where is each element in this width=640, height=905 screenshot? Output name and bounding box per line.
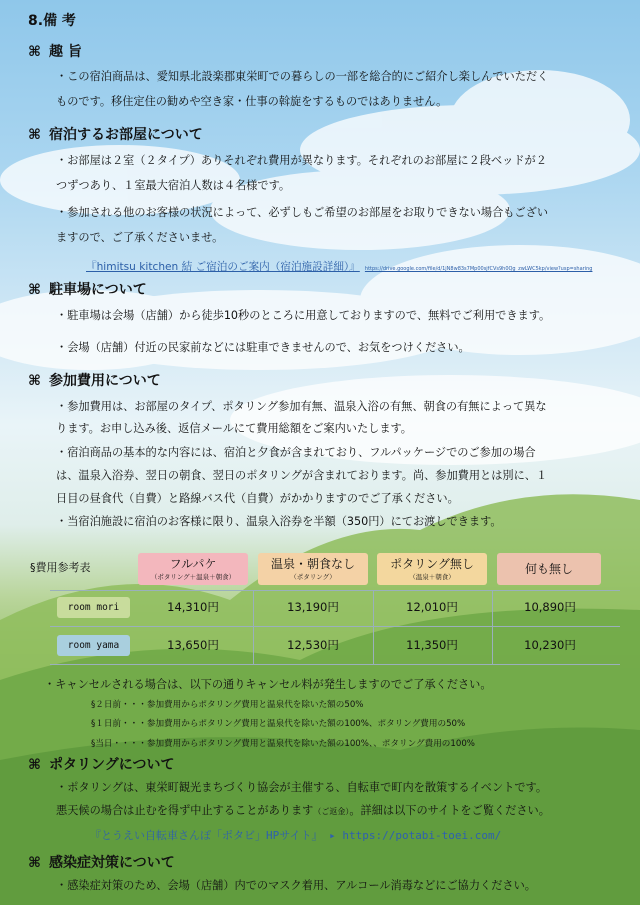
accommodation-guide-link[interactable]: 『himitsu kitchen 結 ご宿泊のご案内（宿泊施設詳細）』 bbox=[86, 261, 360, 273]
infection-heading bbox=[28, 852, 175, 872]
fee-line-3: ・宿泊商品の基本的な内容には、宿泊と夕食が含まれており、フルパッケージでのご参加の場合 bbox=[56, 446, 536, 459]
rooms-p1-line-1: ・お部屋は２室（２タイプ）ありそれぞれ費用が異なります。それぞれのお部屋に２段ベッドが２ bbox=[56, 154, 547, 167]
price-cell: 12,010円 bbox=[406, 600, 458, 614]
command-icon: ⌘ bbox=[28, 373, 41, 389]
purpose-heading bbox=[28, 41, 82, 61]
row-label-yama: room yama bbox=[57, 635, 130, 656]
cancel-item: §２日前・・・参加費用からポタリング費用と温泉代を除いた額の50% bbox=[91, 700, 364, 710]
parking-heading-text: 駐車場について bbox=[49, 282, 147, 298]
fee-heading-text: 参加費用について bbox=[49, 373, 161, 389]
fee-line-6: ・当宿泊施設に宿泊のお客様に限り、温泉入浴券を半額（350円）にてお渡しできます。 bbox=[56, 515, 502, 528]
infection-heading-text: 感染症対策について bbox=[49, 855, 175, 871]
col-header-sub: （温泉＋朝食） bbox=[409, 573, 455, 581]
purpose-heading-text: 趣 旨 bbox=[49, 44, 82, 60]
fee-heading bbox=[28, 370, 161, 390]
section-heading bbox=[28, 10, 76, 30]
table-divider bbox=[50, 626, 620, 627]
pottering-line-1: ・ポタリングは、東栄町観光まちづくり協会が主催する、自転車で町内を散策するイベントです。 bbox=[56, 781, 548, 794]
price-cell: 10,230円 bbox=[524, 638, 576, 652]
rooms-p2-line-1: ・参加される他のお客様の状況によって、必ずしもご希望のお部屋をお取りできない場合もござい bbox=[56, 206, 549, 219]
rooms-heading-text: 宿泊するお部屋について bbox=[49, 127, 203, 143]
parking-line-2: ・会場（店舗）付近の民家前などには駐車できませんので、お気をつけください。 bbox=[56, 341, 470, 354]
pottering-line-2c: 。詳細は以下のサイトをご覧ください。 bbox=[349, 804, 550, 817]
price-cell: 12,530円 bbox=[287, 638, 339, 652]
cancel-item: §当日・・・・参加費用からポタリング費用と温泉代を除いた額の100%、、ポタリング費用の100% bbox=[91, 739, 475, 749]
price-cell: 10,890円 bbox=[524, 600, 576, 614]
col-header-sub: （ポタリング） bbox=[290, 573, 336, 581]
parking-line-1: ・駐車場は会場（店舗）から徒歩10秒のところに用意しておりますので、無料でご利用できます。 bbox=[56, 309, 551, 322]
command-icon: ⌘ bbox=[28, 282, 41, 298]
pottering-heading bbox=[28, 754, 174, 774]
rooms-p1-line-2: つずつあり、１室最大宿泊人数は４名様です。 bbox=[56, 179, 291, 192]
pottering-refund-note: （ご返金） bbox=[313, 807, 350, 816]
col-header-sub: （ポタリング＋温泉＋朝食） bbox=[150, 573, 236, 581]
section-number: 8. bbox=[28, 13, 44, 29]
price-cell: 14,310円 bbox=[167, 600, 219, 614]
col-header-no-pottering bbox=[377, 553, 487, 585]
command-icon: ⌘ bbox=[28, 127, 41, 143]
purpose-line-2: ものです。移住定住の勧めや空き家・仕事の斡旋をするものではありません。 bbox=[56, 95, 448, 108]
table-divider bbox=[50, 664, 620, 665]
col-header-full-package bbox=[138, 553, 248, 585]
col-header-main: フルパケ bbox=[169, 557, 217, 571]
fee-line-1: ・参加費用は、お部屋のタイプ、ポタリング参加有無、温泉入浴の有無、朝食の有無によって異な bbox=[56, 400, 547, 413]
accommodation-guide-url[interactable]: https://drive.google.com/file/d/1jN8w83s7Mp00sjfCVs9h0Qg_zwLWC5kp/view?usp=sharing bbox=[364, 266, 593, 272]
table-divider bbox=[50, 590, 620, 591]
purpose-line-1: ・この宿泊商品は、愛知県北設楽郡東栄町での暮らしの一部を総合的にご紹介し楽しんでいただく bbox=[56, 70, 549, 83]
col-header-main: 温泉・朝食なし bbox=[270, 557, 355, 571]
command-icon: ⌘ bbox=[28, 44, 41, 60]
fee-table-caption: §費用参考表 bbox=[30, 561, 91, 574]
infection-line-1: ・感染症対策のため、会場（店舗）内でのマスク着用、アルコール消毒などにご協力ください。 bbox=[56, 879, 536, 892]
price-cell: 13,650円 bbox=[167, 638, 219, 652]
col-header-main: 何も無し bbox=[524, 562, 573, 576]
parking-heading bbox=[28, 279, 147, 299]
cancel-item: §１日前・・・参加費用からポタリング費用と温泉代を除いた額の100%、ポタリング費用の50% bbox=[91, 719, 466, 729]
price-cell: 13,190円 bbox=[287, 600, 339, 614]
rooms-heading bbox=[28, 124, 203, 144]
fee-line-2: ります。お申し込み後、返信メールにて費用総額をご案内いたします。 bbox=[56, 422, 412, 435]
command-icon: ⌘ bbox=[28, 855, 41, 871]
potabi-site-link[interactable]: 『とうえい自転車さんぽ「ポタビ」HPサイト』 ▸ https://potabi-toei.com/ bbox=[90, 829, 502, 842]
rooms-link-row bbox=[86, 255, 592, 274]
fee-line-4: は、温泉入浴券、翌日の朝食、翌日のポタリングが含まれております。尚、参加費用とは別に、１ bbox=[56, 469, 548, 482]
pottering-heading-text: ポタリングについて bbox=[49, 757, 175, 773]
cancel-intro: ・キャンセルされる場合は、以下の通りキャンセル料が発生しますのでご了承ください。 bbox=[44, 678, 492, 691]
section-title: 備 考 bbox=[43, 13, 76, 29]
pottering-line-2a: 悪天候の場合は止むを得ず中止することがあります bbox=[56, 804, 314, 817]
row-label-mori: room mori bbox=[57, 597, 130, 618]
col-header-nothing bbox=[497, 553, 601, 585]
col-header-main: ポタリング無し bbox=[390, 557, 474, 571]
pottering-line-2 bbox=[56, 802, 550, 818]
fee-line-5: 日目の昼食代（自費）と路線バス代（自費）がかかりますのでご了承ください。 bbox=[56, 492, 459, 505]
command-icon: ⌘ bbox=[28, 757, 41, 773]
price-cell: 11,350円 bbox=[406, 638, 458, 652]
col-header-no-onsen-breakfast bbox=[258, 553, 368, 585]
rooms-p2-line-2: ますので、ご了承くださいませ。 bbox=[56, 231, 224, 244]
